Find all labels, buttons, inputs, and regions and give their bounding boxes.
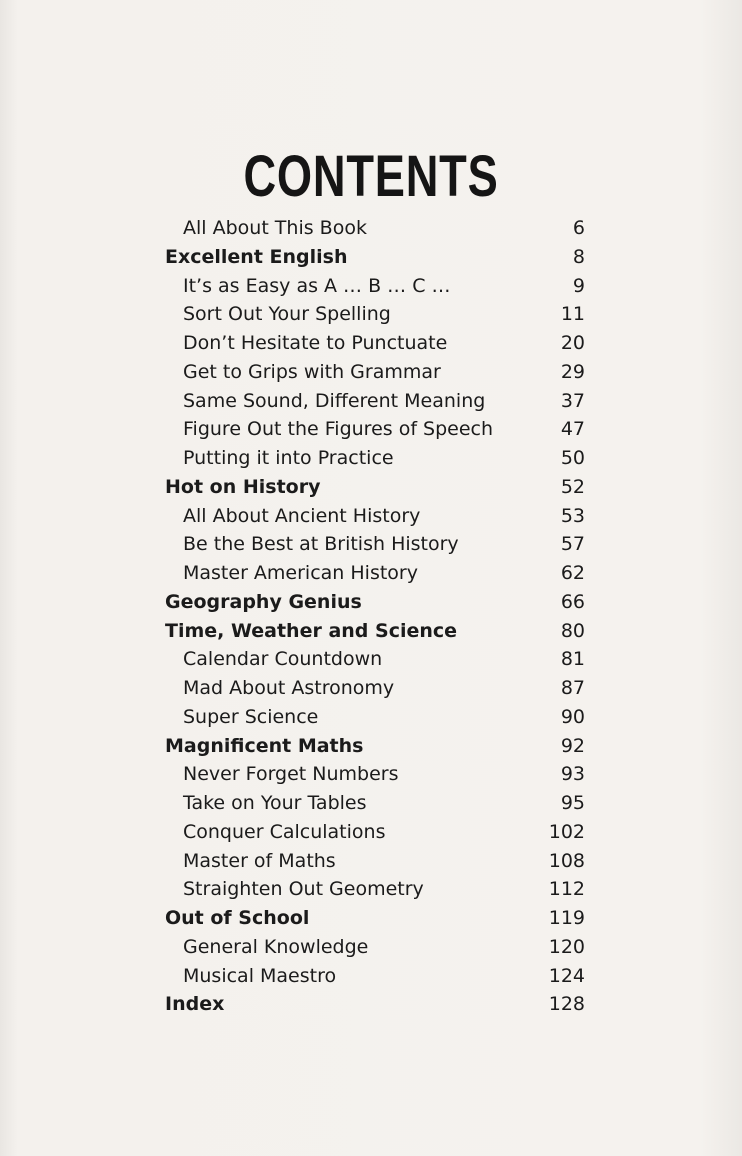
- page-number: 87: [560, 677, 585, 699]
- toc-item-row: [165, 933, 585, 962]
- toc-item-row: [165, 387, 585, 416]
- page-number: 93: [560, 763, 585, 786]
- page-number: 92: [560, 734, 585, 757]
- page-number: 11: [560, 303, 585, 326]
- chapter-title: Be the Best at British History: [183, 533, 459, 556]
- toc-item-row: [165, 674, 585, 703]
- page-number: 52: [560, 475, 585, 498]
- toc-item-row: [165, 789, 585, 818]
- chapter-title: Calendar Countdown: [183, 648, 383, 671]
- page-number: 47: [560, 418, 585, 441]
- toc-item-row: [165, 530, 585, 559]
- toc-item-row: [165, 415, 585, 444]
- page-number: 37: [560, 389, 585, 412]
- chapter-title: Master American History: [183, 562, 418, 584]
- page-number: 80: [560, 619, 585, 642]
- section-title: Magnificent Maths: [165, 734, 364, 757]
- page-title: CONTENTS: [243, 143, 499, 209]
- page-number: 57: [560, 533, 585, 556]
- page-number: 128: [548, 993, 585, 1016]
- toc-section-row: [165, 990, 585, 1019]
- chapter-title: Putting it into Practice: [183, 447, 394, 469]
- page-number: 9: [572, 274, 585, 297]
- toc-item-row: [165, 444, 585, 473]
- toc-item-row: [165, 559, 585, 588]
- toc-section-row: [165, 732, 585, 761]
- toc-item-row: [165, 214, 585, 243]
- section-title: Geography Genius: [165, 590, 362, 613]
- page-number: 62: [560, 562, 585, 584]
- section-title: Hot on History: [165, 475, 321, 498]
- chapter-title: It’s as Easy as A … B … C …: [183, 274, 451, 297]
- chapter-title: Don’t Hesitate to Punctuate: [183, 332, 448, 354]
- page-number: 108: [548, 849, 585, 872]
- chapter-title: Same Sound, Different Meaning: [183, 389, 486, 412]
- page-number: 66: [560, 590, 585, 613]
- chapter-title: All About Ancient History: [183, 504, 421, 527]
- chapter-title: Mad About Astronomy: [183, 677, 395, 699]
- section-title: Out of School: [165, 907, 310, 929]
- page-number: 112: [548, 878, 585, 901]
- table-of-contents: [165, 214, 585, 1019]
- chapter-title: Never Forget Numbers: [183, 763, 399, 786]
- toc-item-row: [165, 329, 585, 358]
- toc-item-row: [165, 818, 585, 847]
- toc-section-row: [165, 473, 585, 502]
- page-number: 20: [560, 332, 585, 354]
- page-number: 81: [560, 648, 585, 671]
- page-number: 120: [548, 935, 585, 958]
- toc-item-row: [165, 358, 585, 387]
- page-number: 124: [548, 964, 585, 987]
- page-number: 90: [560, 705, 585, 728]
- chapter-title: General Knowledge: [183, 935, 369, 958]
- chapter-title: Sort Out Your Spelling: [183, 303, 391, 326]
- toc-item-row: [165, 300, 585, 329]
- section-title: Excellent English: [165, 245, 348, 268]
- chapter-title: All About This Book: [183, 217, 367, 239]
- section-title: Time, Weather and Science: [165, 619, 458, 642]
- toc-section-row: [165, 243, 585, 272]
- toc-item-row: [165, 645, 585, 674]
- page-number: 8: [572, 245, 585, 268]
- page-number: 50: [560, 447, 585, 469]
- chapter-title: Straighten Out Geometry: [183, 878, 424, 901]
- toc-section-row: [165, 617, 585, 646]
- chapter-title: Get to Grips with Grammar: [183, 360, 441, 383]
- toc-section-row: [165, 588, 585, 617]
- page-number: 95: [560, 792, 585, 814]
- chapter-title: Super Science: [183, 705, 319, 728]
- toc-item-row: [165, 847, 585, 876]
- page-number: 119: [548, 907, 585, 929]
- toc-section-row: [165, 904, 585, 933]
- toc-item-row: [165, 962, 585, 991]
- chapter-title: Master of Maths: [183, 849, 336, 872]
- page-number: 102: [548, 820, 585, 843]
- chapter-title: Conquer Calculations: [183, 820, 386, 843]
- page-number: 53: [560, 504, 585, 527]
- section-title: Index: [165, 993, 225, 1016]
- toc-item-row: [165, 760, 585, 789]
- toc-item-row: [165, 502, 585, 531]
- chapter-title: Figure Out the Figures of Speech: [183, 418, 494, 441]
- chapter-title: Take on Your Tables: [183, 792, 367, 814]
- chapter-title: Musical Maestro: [183, 964, 337, 987]
- page-number: 6: [572, 217, 585, 239]
- page-number: 29: [560, 360, 585, 383]
- toc-item-row: [165, 272, 585, 301]
- toc-item-row: [165, 875, 585, 904]
- toc-item-row: [165, 703, 585, 732]
